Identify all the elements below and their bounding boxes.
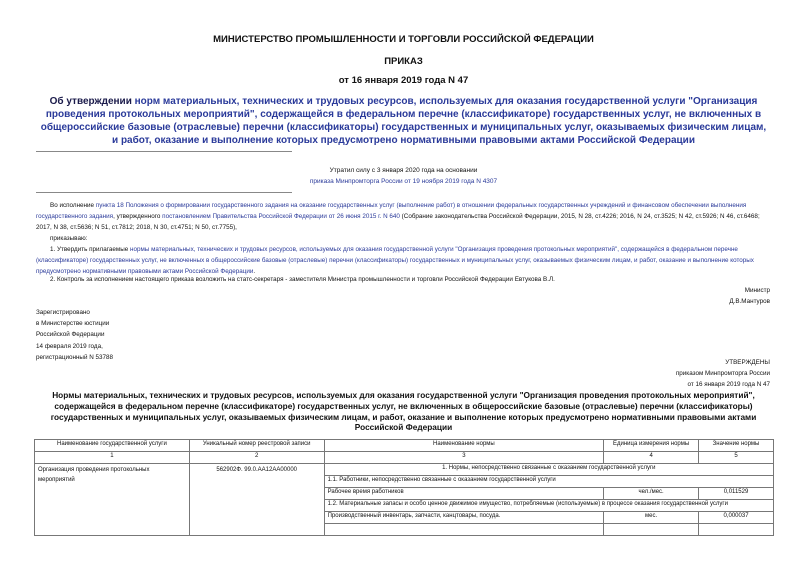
- table-header: Наименование нормы: [324, 440, 604, 452]
- norm-value-cell: 0,000037: [699, 512, 774, 524]
- norm-value-cell: 0,011529: [699, 488, 774, 500]
- subsection-heading: 1.1. Работники, непосредственно связанные с оказанием государственной услуги: [324, 476, 773, 488]
- table-header: Значение нормы: [699, 440, 774, 452]
- preamble-text-b: , утвержденного: [113, 213, 163, 221]
- table-row: [35, 464, 774, 476]
- empty-cell: [324, 524, 604, 536]
- column-number: 4: [604, 452, 699, 464]
- norms-title: Нормы материальных, технических и трудовых ресурсов, используемых для оказания государственной услуги "Организация проведения протокольных мероприятий", содержащейся в федеральном перечне (классификаторе) государственных услуг, не включенных в общероссийские базовые (отраслевые) перечни (классификаторы) государственных и муниципальных услуг, оказываемых физическим лицам, и работ, оказание и выполнение которых предусмотрено нормативными правовыми актами Российской Федерации: [50, 390, 757, 433]
- doc-date-number: от 16 января 2019 года N 47: [338, 75, 469, 86]
- doc-type: ПРИКАЗ: [384, 56, 423, 67]
- column-number: 5: [699, 452, 774, 464]
- status-link[interactable]: приказа Минпромторга России от 19 ноября 2019 года N 4307: [309, 178, 498, 185]
- norms-table: [34, 439, 774, 536]
- norm-unit-cell: мес.: [604, 512, 699, 524]
- norm-name-cell: Производственный инвентарь, запчасти, канцтовары, посуда.: [324, 512, 604, 524]
- document-title: [40, 95, 767, 147]
- title-prefix: Об утверждении: [49, 96, 135, 107]
- column-number: 1: [35, 452, 190, 464]
- paragraph-1: [36, 244, 770, 278]
- column-number: 3: [324, 452, 604, 464]
- title-link[interactable]: норм материальных, технических и трудовых ресурсов, используемых для оказания государственной услуги "Организация проведения протокольных мероприятий", содержащейся в федеральном перечне (классификаторе) государственных услуг, не включенных в общероссийские базовые (отраслевые) перечни (классификаторы) государственных и муниципальных услуг, оказываемых физическим лицам, и работ, оказание и выполнение которых предусмотрено нормативными правовыми актами Российской Федерации: [40, 96, 767, 146]
- registration-block: [36, 307, 113, 363]
- norm-unit-cell: чел./мес.: [604, 488, 699, 500]
- subsection-heading: 1.2. Материальные запасы и особо ценное движимое имущество, потребляемые (используемые) в процессе оказания государственной услуги: [324, 500, 773, 512]
- divider-top: [36, 151, 292, 152]
- norm-name-cell: Рабочее время работников: [324, 488, 604, 500]
- preamble-text-c: (Собрание законодательства Российской Федерации, 2015, N 28, ст.4226; 2016, N 24, ст.3525; N 42, ст.5926; N 46, ст.6468; 2017, N 38, ст.5636; N 51, ст.7812; 2018, N 30, ст.4751; N 50, ст.7755),: [36, 213, 760, 232]
- table-header: Единица измерения нормы: [604, 440, 699, 452]
- registry-number-cell: 562902Ф. 99.0.АА12АА00000: [189, 464, 324, 536]
- service-name-cell: Организация проведения протокольных мероприятий: [35, 464, 190, 536]
- status-line-1: Утратил силу с 3 января 2020 года на основании: [329, 167, 478, 174]
- registration-line: Зарегистрировано: [36, 309, 90, 316]
- table-header-row: [35, 440, 774, 452]
- signature-name: Д.В.Мантуров: [729, 298, 770, 305]
- paragraph-1-link[interactable]: нормы материальных, технических и трудовых ресурсов, используемых для оказания государственной услуги "Организация проведения протокольных мероприятий", содержащейся в федеральном перечне (классификаторе) государственных услуг, не включенных в общероссийские базовые (отраслевые) перечни (классификаторы) государственных и муниципальных услуг, оказываемых физическим лицам, и работ, оказание и выполнение которых предусмотрено нормативными правовыми актами Российской Федерации: [36, 246, 754, 276]
- preamble-link-decree[interactable]: постановлением Правительства Российской Федерации от 26 июня 2015 г. N 640: [162, 213, 400, 221]
- section-heading: 1. Нормы, непосредственно связанные с оказанием государственной услуги: [324, 464, 773, 476]
- paragraph-1-text-a: 1. Утвердить прилагаемые: [50, 246, 130, 253]
- preamble-text-a: Во исполнение: [50, 202, 96, 209]
- registration-line: в Министерстве юстиции: [36, 320, 110, 328]
- preamble-link-regulation[interactable]: пункта 18 Положения о формировании государственного задания на оказание государственных услуг (выполнение работ) в отношении федеральных государственных учреждений и финансовом обеспечении выполнения государственного задания: [36, 202, 747, 221]
- approved-block: [676, 357, 770, 391]
- ministry-heading: МИНИСТЕРСТВО ПРОМЫШЛЕННОСТИ И ТОРГОВЛИ РОССИЙСКОЙ ФЕДЕРАЦИИ: [213, 34, 594, 45]
- registration-line: Российской Федерации: [36, 331, 105, 339]
- registration-line: регистрационный N 53788: [36, 353, 114, 361]
- table-number-row: [35, 452, 774, 464]
- divider-bottom: [36, 192, 292, 193]
- paragraph-1-text-b: .: [253, 268, 256, 276]
- approved-line: приказом Минпромторга России: [675, 370, 770, 378]
- table-header: Наименование государственной услуги: [35, 440, 190, 452]
- paragraph-preamble: [36, 200, 770, 234]
- approved-line: от 16 января 2019 года N 47: [687, 381, 770, 389]
- table-header: Уникальный номер реестровой записи: [189, 440, 324, 452]
- empty-cell: [699, 524, 774, 536]
- registration-line: 14 февраля 2019 года,: [36, 342, 103, 350]
- empty-cell: [604, 524, 699, 536]
- paragraph-2: 2. Контроль за исполнением настоящего приказа возложить на статс-секретаря - заместителя Министра промышленности и торговли Российской Федерации Евтукова В.Л.: [50, 276, 555, 283]
- orders-word: приказываю:: [50, 235, 88, 242]
- signature-position: Министр: [744, 287, 770, 294]
- column-number: 2: [189, 452, 324, 464]
- approved-line: УТВЕРЖДЕНЫ: [725, 359, 770, 366]
